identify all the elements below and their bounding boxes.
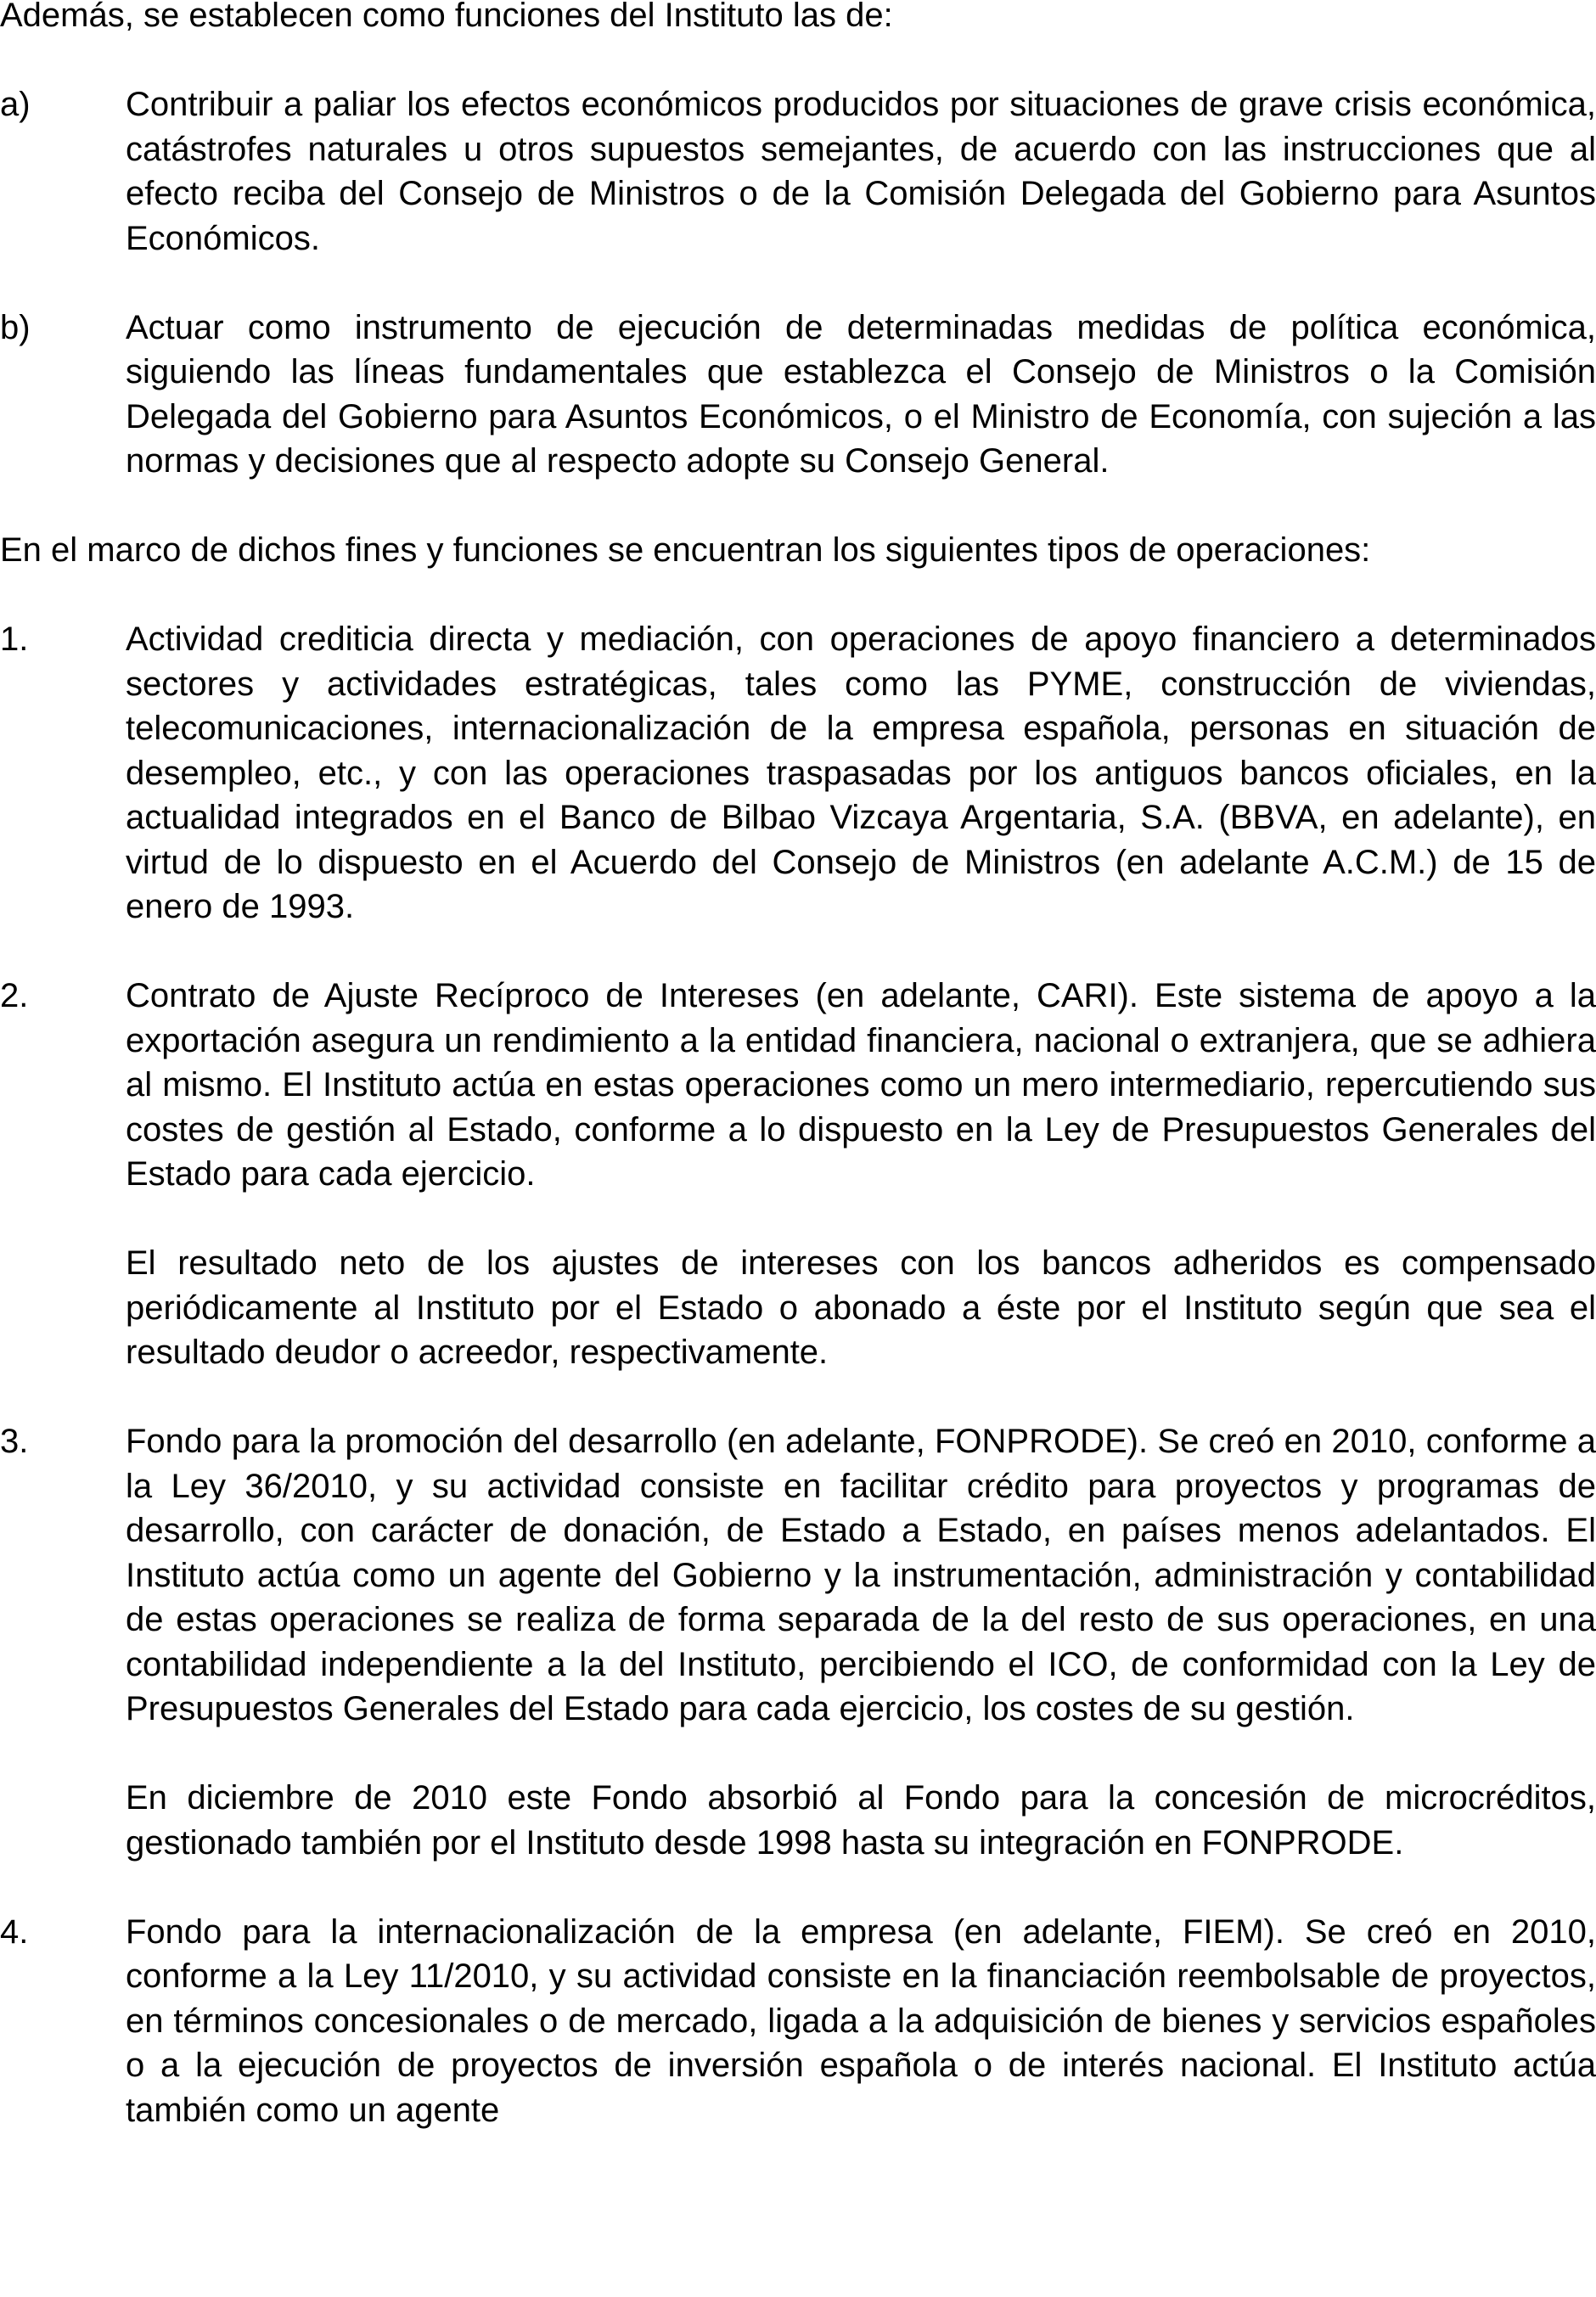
list-marker: a) — [0, 86, 31, 123]
function-item-a — [0, 82, 1596, 261]
list-item-text: Fondo para la internacionalización de la empresa (en adelante, FIEM). Se creó en 2010, conforme a la Ley 11/2010, y su actividad consiste en la financiación reembolsable de proyectos, en términos concesionales o de mercado, ligada a la adquisición de bienes y servicios españoles o a la ejecución de proyectos de inversión española o de interés nacional. El Instituto actúa también como un agente — [126, 1912, 1596, 2129]
intro-paragraph: Además, se establecen como funciones del Instituto las de: — [0, 0, 893, 34]
operations-intro-paragraph: En el marco de dichos fines y funciones se encuentran los siguientes tipos de operaciones: — [0, 531, 1371, 569]
list-marker: 3. — [0, 1423, 29, 1460]
list-item-text: Contrato de Ajuste Recíproco de Intereses (en adelante, CARI). Este sistema de apoyo a la exportación asegura un rendimiento a la entidad financiera, nacional o extranjera, que se adhiera al mismo. El Instituto actúa en estas operaciones como un mero intermediario, repercutiendo sus costes de gestión al Estado, conforme a lo dispuesto en la Ley de Presupuestos Generales del Estado para cada ejercicio. — [126, 977, 1596, 1193]
list-item-subparagraph: El resultado neto de los ajustes de intereses con los bancos adheridos es compensado periódicamente al Instituto por el Estado o abonado a éste por el Instituto según que sea el resultado deudor o acreedor, respectivamente. — [126, 1244, 1596, 1371]
list-marker: 2. — [0, 977, 29, 1014]
list-marker: 4. — [0, 1912, 29, 1951]
list-item-text: Fondo para la promoción del desarrollo (en adelante, FONPRODE). Se creó en 2010, conforme a la Ley 36/2010, y su actividad consiste en facilitar crédito para proyectos y programas de desarrollo, con carácter de donación, de Estado a Estado, en países menos adelantados. El Instituto actúa como un agente del Gobierno y la instrumentación, administración y contabilidad de estas operaciones se realiza de forma separada de la del resto de sus operaciones, en una contabilidad independiente a la del Instituto, percibiendo el ICO, de conformidad con la Ley de Presupuestos Generales del Estado para cada ejercicio, los costes de su gestión. — [126, 1423, 1596, 1727]
function-item-b — [0, 306, 1596, 484]
operation-item-3 — [0, 1419, 1596, 1865]
list-item-text: Contribuir a paliar los efectos económicos producidos por situaciones de grave crisis económica, catástrofes naturales u otros supuestos semejantes, de acuerdo con las instrucciones que al efecto reciba del Consejo de Ministros o de la Comisión Delegada del Gobierno para Asuntos Económicos. — [126, 86, 1596, 257]
operation-item-1 — [0, 617, 1596, 929]
list-marker: b) — [0, 308, 31, 346]
list-item-text: Actividad crediticia directa y mediación, con operaciones de apoyo financiero a determinados sectores y actividades estratégicas, tales como las PYME, construcción de viviendas, telecomunicaciones, internacionalización de la empresa española, personas en situación de desempleo, etc., y con las operaciones traspasadas por los antiguos bancos oficiales, en la actualidad integrados en el Banco de Bilbao Vizcaya Argentaria, S.A. (BBVA, en adelante), en virtud de lo dispuesto en el Acuerdo del Consejo de Ministros (en adelante A.C.M.) de 15 de enero de 1993. — [126, 621, 1596, 925]
list-item-text: Actuar como instrumento de ejecución de determinadas medidas de política económica, siguiendo las líneas fundamentales que establezca el Consejo de Ministros o la Comisión Delegada del Gobierno para Asuntos Económicos, o el Ministro de Economía, con sujeción a las normas y decisiones que al respecto adopte su Consejo General. — [126, 308, 1596, 480]
list-item-subparagraph: En diciembre de 2010 este Fondo absorbió al Fondo para la concesión de microcréditos, gestionado también por el Instituto desde 1998 hasta su integración en FONPRODE. — [126, 1779, 1596, 1862]
list-marker: 1. — [0, 621, 29, 658]
operation-item-4 — [0, 1910, 1596, 2133]
operation-item-2 — [0, 974, 1596, 1375]
